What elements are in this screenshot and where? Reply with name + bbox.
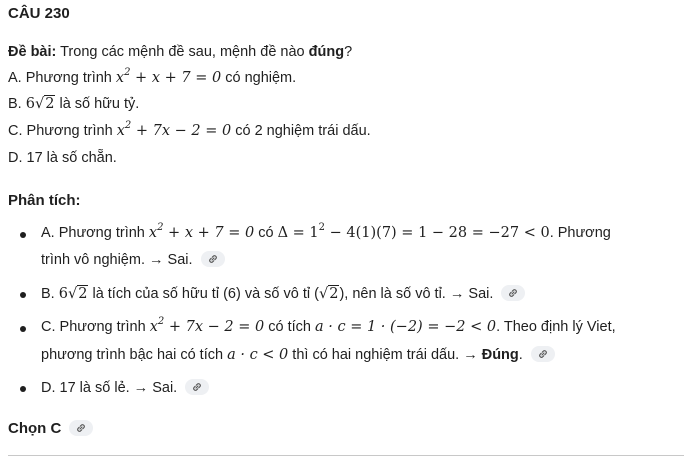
analysis-a-suffix: . Phương — [549, 225, 611, 241]
option-b-prefix: B. — [8, 96, 26, 112]
answer-line — [8, 420, 93, 437]
analysis-a-line1 — [41, 222, 611, 241]
analysis-b-mid: là tích của số hữu tỉ (6) và số vô tỉ ( — [88, 286, 319, 302]
math-expression: a · c = 1 · (−2) = −2 < 0 — [315, 319, 497, 335]
question-label: Đề bài: — [8, 44, 57, 60]
analysis-b-suffix: ), nên là số vô tỉ. → Sai. — [339, 286, 494, 302]
bullet-dot — [20, 232, 26, 238]
analysis-c-line2-mid: thì có hai nghiệm trái dấu. → — [288, 347, 482, 363]
math-expression: $x^2 + x + 7 = 0$ — [115, 67, 222, 86]
question-title: CÂU 230 — [8, 5, 70, 22]
link-icon[interactable] — [185, 379, 209, 395]
analysis-c-line1 — [41, 316, 616, 335]
option-b-suffix: là số hữu tỷ. — [55, 96, 140, 112]
analysis-a-prefix: A. Phương trình — [41, 225, 149, 241]
bullet-dot — [20, 326, 26, 332]
question-text-before: Trong các mệnh đề sau, mệnh đề nào — [56, 44, 309, 60]
bullet-dot — [20, 386, 26, 392]
analysis-a-line2-text: trình vô nghiệm. → Sai. — [41, 252, 193, 268]
analysis-a-mid: có — [254, 225, 278, 241]
analysis-c-suffix: . Theo định lý Viet, — [496, 319, 616, 335]
math-expression: $\Delta = 1^2 - 4(1)(7) = 1 - 28 = -27 < 0$ — [277, 222, 550, 241]
option-c-prefix: C. Phương trình — [8, 123, 117, 139]
analysis-c-prefix: C. Phương trình — [41, 319, 150, 335]
analysis-heading: Phân tích: — [8, 192, 81, 209]
link-icon[interactable] — [69, 420, 93, 436]
analysis-c-verdict: Đúng — [481, 347, 519, 363]
question-text-after: ? — [344, 44, 353, 60]
math-expression: √2 — [318, 286, 339, 302]
question-statement — [8, 44, 352, 60]
math-expression: 6√2 — [58, 286, 88, 302]
link-icon[interactable] — [201, 251, 225, 267]
option-d: D. 17 là số chẵn. — [8, 150, 117, 166]
link-icon[interactable] — [531, 346, 555, 362]
analysis-c-line2-end: . — [518, 347, 523, 363]
analysis-c-line2-prefix: phương trình bậc hai có tích — [41, 347, 228, 363]
analysis-c-line2 — [41, 346, 555, 363]
link-icon[interactable] — [501, 285, 525, 301]
option-c — [8, 120, 371, 139]
analysis-b-line — [41, 285, 525, 302]
option-a-suffix: có nghiệm. — [221, 70, 297, 86]
bottom-divider — [8, 455, 684, 456]
option-a-prefix: A. Phương trình — [8, 70, 116, 86]
math-expression: $x^2 + x + 7 = 0$ — [148, 222, 255, 241]
math-expression: $x^2 + 7x - 2 = 0$ — [116, 120, 232, 139]
question-emphasis: đúng — [308, 44, 345, 60]
bullet-dot — [20, 292, 26, 298]
option-a — [8, 67, 297, 86]
math-expression: $x^2 + 7x - 2 = 0$ — [149, 316, 265, 335]
analysis-d-text: D. 17 là số lẻ. → Sai. — [41, 380, 178, 396]
analysis-b-prefix: B. — [41, 286, 59, 302]
option-c-suffix: có 2 nghiệm trái dấu. — [231, 123, 371, 139]
option-b — [8, 96, 139, 112]
analysis-d-line — [41, 379, 209, 396]
math-expression: a · c < 0 — [227, 347, 289, 363]
math-expression: 6√2 — [25, 96, 55, 112]
analysis-c-mid: có tích — [264, 319, 315, 335]
analysis-a-line2 — [41, 251, 225, 268]
answer-text: Chọn C — [8, 420, 62, 437]
